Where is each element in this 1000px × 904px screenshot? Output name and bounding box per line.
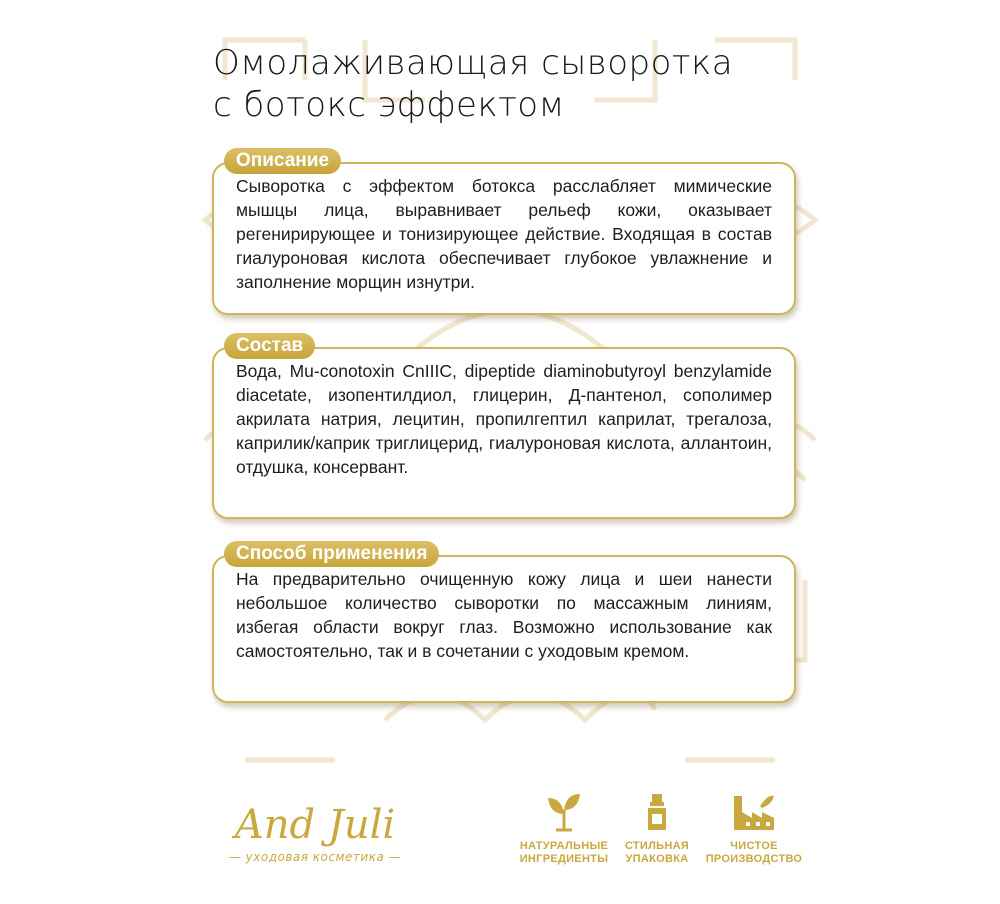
feature-package-line-1: СТИЛЬНАЯ	[624, 840, 690, 852]
leaf-sprout-icon	[544, 792, 584, 832]
section-text-usage: На предварительно очищенную кожу лица и шеи нанести небольшое количество сыворотки по массажным линиям, избегая области вокруг глаз. Возможно использование как самостоятельно, так и в сочетании с уходовым кремом.	[212, 555, 796, 703]
page-title	[213, 42, 813, 126]
title-line-2: с ботокс эффектом	[213, 85, 565, 125]
feature-production-line-1: ЧИСТОЕ	[730, 840, 778, 852]
logo-name: And Juli	[234, 802, 396, 848]
feature-package-line-2: УПАКОВКА	[625, 853, 689, 865]
bottle-icon	[637, 792, 677, 832]
feature-package	[602, 792, 712, 866]
feature-production-line-2: ПРОИЗВОДСТВО	[705, 853, 803, 865]
section-text-description: Сыворотка с эффектом ботокса расслабляет мимические мышцы лица, выравнивает рельеф кожи, оказывает регенирирующее и тонизирующее действие. Входящая в состав гиалуроновая кислота обеспечивает глубокое увлажнение и заполнение морщин изнутри.	[212, 162, 796, 315]
section-label-usage: Способ применения	[224, 541, 439, 567]
feature-natural-line-1: НАТУРАЛЬНЫЕ	[519, 840, 609, 852]
brand-logo	[210, 800, 420, 880]
feature-natural-line-2: ИНГРЕДИЕНТЫ	[519, 853, 609, 865]
footer	[0, 780, 1000, 904]
title-line-1: Омолаживающая сыворотка	[213, 43, 734, 83]
feature-production	[699, 792, 809, 866]
logo-tagline: — уходовая косметика —	[228, 850, 402, 864]
section-label-composition: Состав	[224, 333, 315, 359]
eco-factory-icon	[732, 792, 776, 832]
section-text-composition: Вода, Mu-conotoxin CnIIIC, dipeptide diaminobutyroyl benzylamide diacetate, изопентилдиол, глицерин, Д-пантенол, сополимер акрилата натрия, лецитин, пропилгептил каприлат, трегалоза, каприлик/каприк триглицерид, гиалуроновая кислота, аллантоин, отдушка, консервант.	[212, 347, 796, 519]
section-label-description: Описание	[224, 148, 341, 174]
